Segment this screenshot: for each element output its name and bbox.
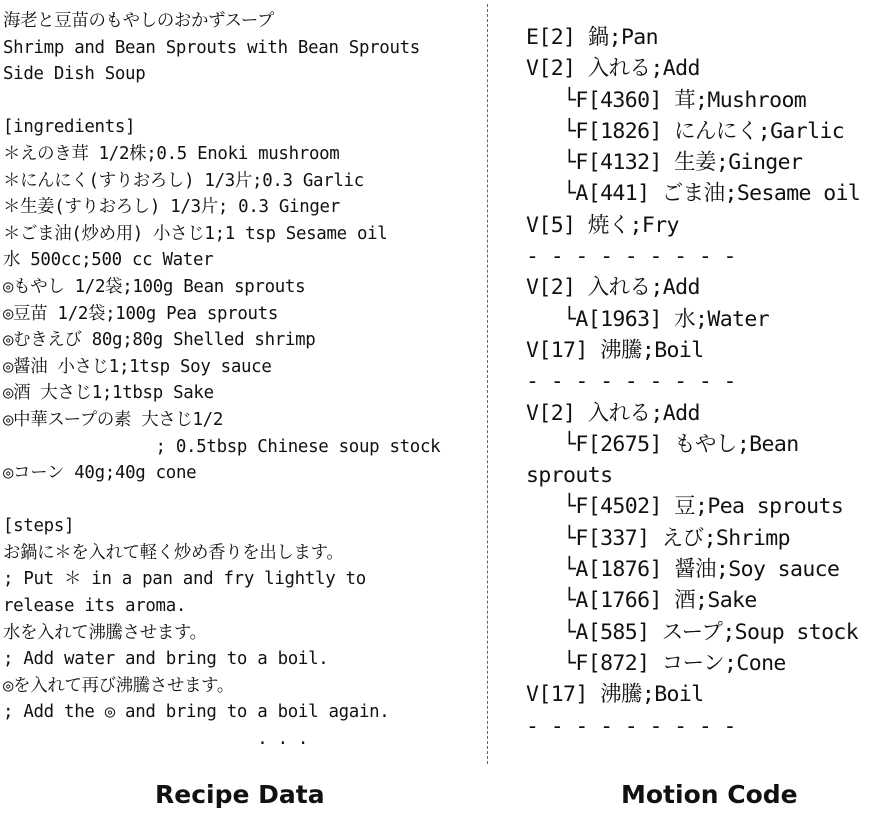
motion-code-panel	[526, 22, 888, 742]
motion-code-line: └F[4360] 茸;Mushroom	[526, 87, 807, 113]
motion-code-line: └A[585] スープ;Soup stock	[526, 619, 859, 645]
recipe-line: ◎醤油 小さじ1;1tsp Soy sauce	[3, 356, 272, 377]
recipe-line: 水 500cc;500 cc Water	[3, 250, 214, 271]
recipe-line: ◎酒 大さじ1;1tbsp Sake	[3, 383, 214, 404]
motion-code-line: V[5] 焼く;Fry	[526, 212, 679, 238]
recipe-line: ◎中華スープの素 大さじ1/2	[3, 409, 224, 430]
recipe-line	[3, 88, 481, 115]
recipe-line: release its aroma.	[3, 596, 187, 617]
recipe-line: 海老と豆苗のもやしのおかずスープ	[3, 11, 275, 31]
recipe-line: ; Add water and bring to a boil.	[3, 649, 329, 670]
motion-code-line: └F[872] コーン;Cone	[526, 650, 786, 676]
motion-code-line: V[17] 沸騰;Boil	[526, 682, 704, 708]
recipe-line: お鍋に＊を入れて軽く炒め香りを出します。	[3, 542, 344, 563]
motion-code-line: - - - - - - - - -	[526, 713, 736, 739]
motion-code-line: └F[337] えび;Shrimp	[526, 525, 790, 551]
recipe-line: ＊にんにく(すりおろし) 1/3片;0.3 Garlic	[3, 170, 364, 191]
recipe-line: ◎むきえび 80g;80g Shelled shrimp	[3, 330, 316, 351]
motion-code-line: - - - - - - - - -	[526, 244, 736, 270]
motion-code-line: E[2] 鍋;Pan	[526, 25, 658, 50]
motion-code-line: V[2] 入れる;Add	[526, 56, 700, 82]
motion-code-line: └F[1826] にんにく;Garlic	[526, 118, 845, 144]
recipe-line: 水を入れて沸騰させます。	[3, 622, 207, 643]
recipe-line: ◎豆苗 1/2袋;100g Pea sprouts	[3, 303, 279, 324]
recipe-line: [ingredients]	[3, 117, 136, 138]
motion-code-line: sprouts	[526, 463, 613, 489]
motion-code-line: └A[1963] 水;Water	[526, 306, 770, 332]
motion-code-line: └F[4502] 豆;Pea sprouts	[526, 494, 844, 520]
recipe-line: Side Dish Soup	[3, 64, 146, 85]
recipe-line: ; Put ＊ in a pan and fry lightly to	[3, 569, 366, 590]
motion-code-line: └F[4132] 生姜;Ginger	[526, 150, 803, 176]
recipe-line	[3, 487, 481, 514]
motion-code-line: V[2] 入れる;Add	[526, 275, 700, 301]
recipe-line: ◎もやし 1/2袋;100g Bean sprouts	[3, 276, 306, 297]
recipe-line: ; Add the ◎ and bring to a boil again.	[3, 702, 390, 723]
recipe-line: ＊ごま油(炒め用) 小さじ1;1 tsp Sesame oil	[3, 223, 388, 244]
motion-code-line: └A[441] ごま油;Sesame oil	[526, 181, 861, 207]
motion-code-line: V[2] 入れる;Add	[526, 400, 700, 426]
motion-code-line: - - - - - - - - -	[526, 369, 736, 395]
recipe-data-caption: Recipe Data	[155, 780, 325, 809]
motion-code-line: └A[1766] 酒;Sake	[526, 588, 757, 614]
recipe-line: ＊えのき茸 1/2株;0.5 Enoki mushroom	[3, 143, 340, 164]
recipe-line: ＊生姜(すりおろし) 1/3片; 0.3 Ginger	[3, 197, 340, 218]
column-divider	[487, 4, 488, 764]
recipe-line: ◎コーン 40g;40g cone	[3, 463, 197, 484]
recipe-line: . . .	[3, 729, 309, 750]
motion-code-caption: Motion Code	[621, 780, 798, 809]
recipe-line: ◎を入れて再び沸騰させます。	[3, 675, 234, 696]
motion-code-line: └F[2675] もやし;Bean	[526, 431, 799, 457]
recipe-data-panel	[3, 8, 481, 753]
recipe-line: Shrimp and Bean Sprouts with Bean Sprouts	[3, 37, 420, 58]
motion-code-line: V[17] 沸騰;Boil	[526, 337, 704, 363]
recipe-line: [steps]	[3, 516, 75, 537]
recipe-line: ; 0.5tbsp Chinese soup stock	[3, 436, 441, 457]
motion-code-line: └A[1876] 醤油;Soy sauce	[526, 557, 840, 583]
